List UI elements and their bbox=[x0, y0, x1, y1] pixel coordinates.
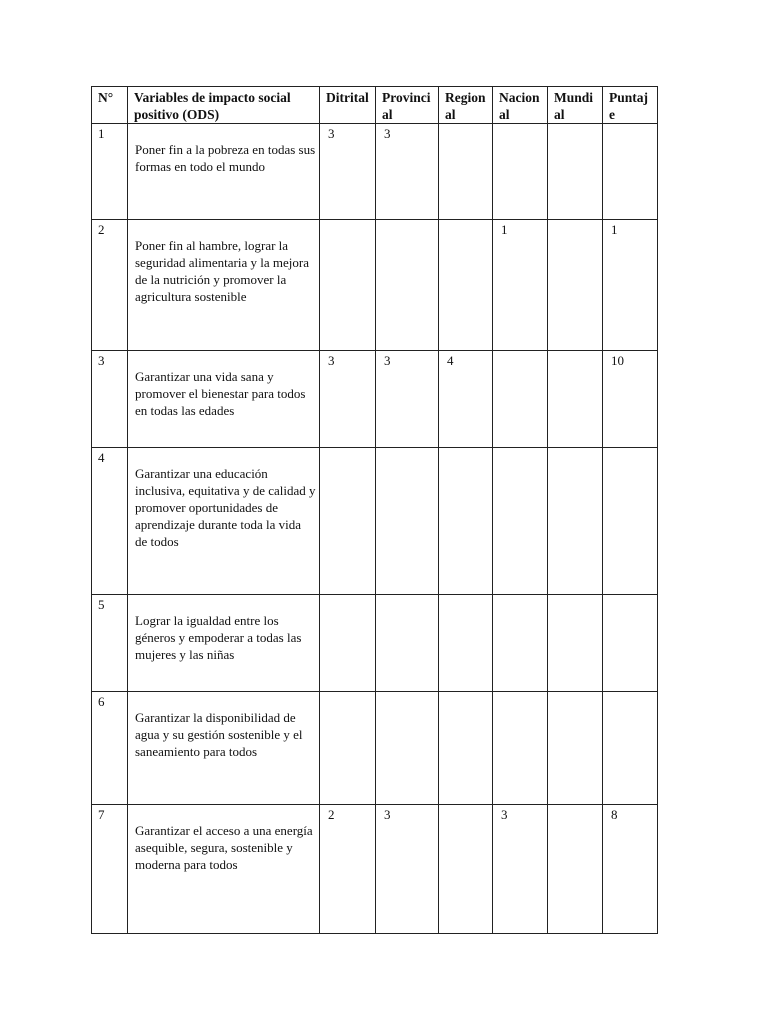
row-variable: Poner fin al hambre, lograr la seguridad alimentaria y la mejora de la nutrición y promover la agricultura sostenible bbox=[128, 220, 320, 351]
cell-provincial bbox=[376, 692, 439, 805]
row-variable: Lograr la igualdad entre los géneros y empoderar a todas las mujeres y las niñas bbox=[128, 595, 320, 692]
cell-mundial bbox=[548, 805, 603, 934]
cell-regional bbox=[439, 220, 493, 351]
header-mundial: Mundial bbox=[548, 87, 603, 124]
row-number: 7 bbox=[92, 805, 128, 934]
row-variable: Poner fin a la pobreza en todas sus formas en todo el mundo bbox=[128, 124, 320, 220]
cell-provincial: 3 bbox=[376, 805, 439, 934]
cell-nacional bbox=[493, 351, 548, 448]
row-number: 3 bbox=[92, 351, 128, 448]
row-number: 1 bbox=[92, 124, 128, 220]
table-header-row bbox=[92, 87, 658, 124]
cell-regional bbox=[439, 124, 493, 220]
cell-distrital bbox=[320, 448, 376, 595]
row-variable: Garantizar el acceso a una energía asequible, segura, sostenible y moderna para todos bbox=[128, 805, 320, 934]
cell-regional bbox=[439, 448, 493, 595]
cell-nacional bbox=[493, 595, 548, 692]
cell-mundial bbox=[548, 220, 603, 351]
cell-regional: 4 bbox=[439, 351, 493, 448]
cell-provincial bbox=[376, 220, 439, 351]
header-distrital: Ditrital bbox=[320, 87, 376, 124]
table-row bbox=[92, 805, 658, 934]
cell-nacional bbox=[493, 448, 548, 595]
cell-distrital: 3 bbox=[320, 124, 376, 220]
header-number: N° bbox=[92, 87, 128, 124]
cell-nacional bbox=[493, 124, 548, 220]
table-row bbox=[92, 448, 658, 595]
header-puntaje: Puntaje bbox=[603, 87, 658, 124]
row-variable: Garantizar la disponibilidad de agua y su gestión sostenible y el saneamiento para todos bbox=[128, 692, 320, 805]
cell-regional bbox=[439, 595, 493, 692]
table-row bbox=[92, 124, 658, 220]
cell-puntaje: 1 bbox=[603, 220, 658, 351]
cell-nacional: 3 bbox=[493, 805, 548, 934]
cell-mundial bbox=[548, 351, 603, 448]
cell-puntaje bbox=[603, 448, 658, 595]
header-provincial: Provincial bbox=[376, 87, 439, 124]
cell-puntaje bbox=[603, 595, 658, 692]
cell-mundial bbox=[548, 595, 603, 692]
table-row bbox=[92, 595, 658, 692]
cell-distrital: 3 bbox=[320, 351, 376, 448]
row-number: 2 bbox=[92, 220, 128, 351]
cell-regional bbox=[439, 692, 493, 805]
cell-nacional bbox=[493, 692, 548, 805]
row-number: 5 bbox=[92, 595, 128, 692]
header-nacional: Nacional bbox=[493, 87, 548, 124]
ods-impact-table bbox=[91, 86, 658, 934]
row-number: 4 bbox=[92, 448, 128, 595]
cell-provincial bbox=[376, 595, 439, 692]
cell-distrital bbox=[320, 595, 376, 692]
cell-nacional: 1 bbox=[493, 220, 548, 351]
cell-mundial bbox=[548, 448, 603, 595]
table-row bbox=[92, 220, 658, 351]
cell-puntaje bbox=[603, 692, 658, 805]
cell-puntaje: 10 bbox=[603, 351, 658, 448]
cell-puntaje bbox=[603, 124, 658, 220]
cell-distrital: 2 bbox=[320, 805, 376, 934]
cell-puntaje: 8 bbox=[603, 805, 658, 934]
cell-provincial: 3 bbox=[376, 124, 439, 220]
cell-mundial bbox=[548, 124, 603, 220]
table-row bbox=[92, 692, 658, 805]
cell-mundial bbox=[548, 692, 603, 805]
cell-regional bbox=[439, 805, 493, 934]
row-variable: Garantizar una vida sana y promover el bienestar para todos en todas las edades bbox=[128, 351, 320, 448]
cell-provincial: 3 bbox=[376, 351, 439, 448]
header-regional: Regional bbox=[439, 87, 493, 124]
cell-provincial bbox=[376, 448, 439, 595]
table-row bbox=[92, 351, 658, 448]
row-number: 6 bbox=[92, 692, 128, 805]
cell-distrital bbox=[320, 220, 376, 351]
cell-distrital bbox=[320, 692, 376, 805]
header-variable: Variables de impacto social positivo (ODS) bbox=[128, 87, 320, 124]
row-variable: Garantizar una educación inclusiva, equitativa y de calidad y promover oportunidades de aprendizaje durante toda la vida de todos bbox=[128, 448, 320, 595]
